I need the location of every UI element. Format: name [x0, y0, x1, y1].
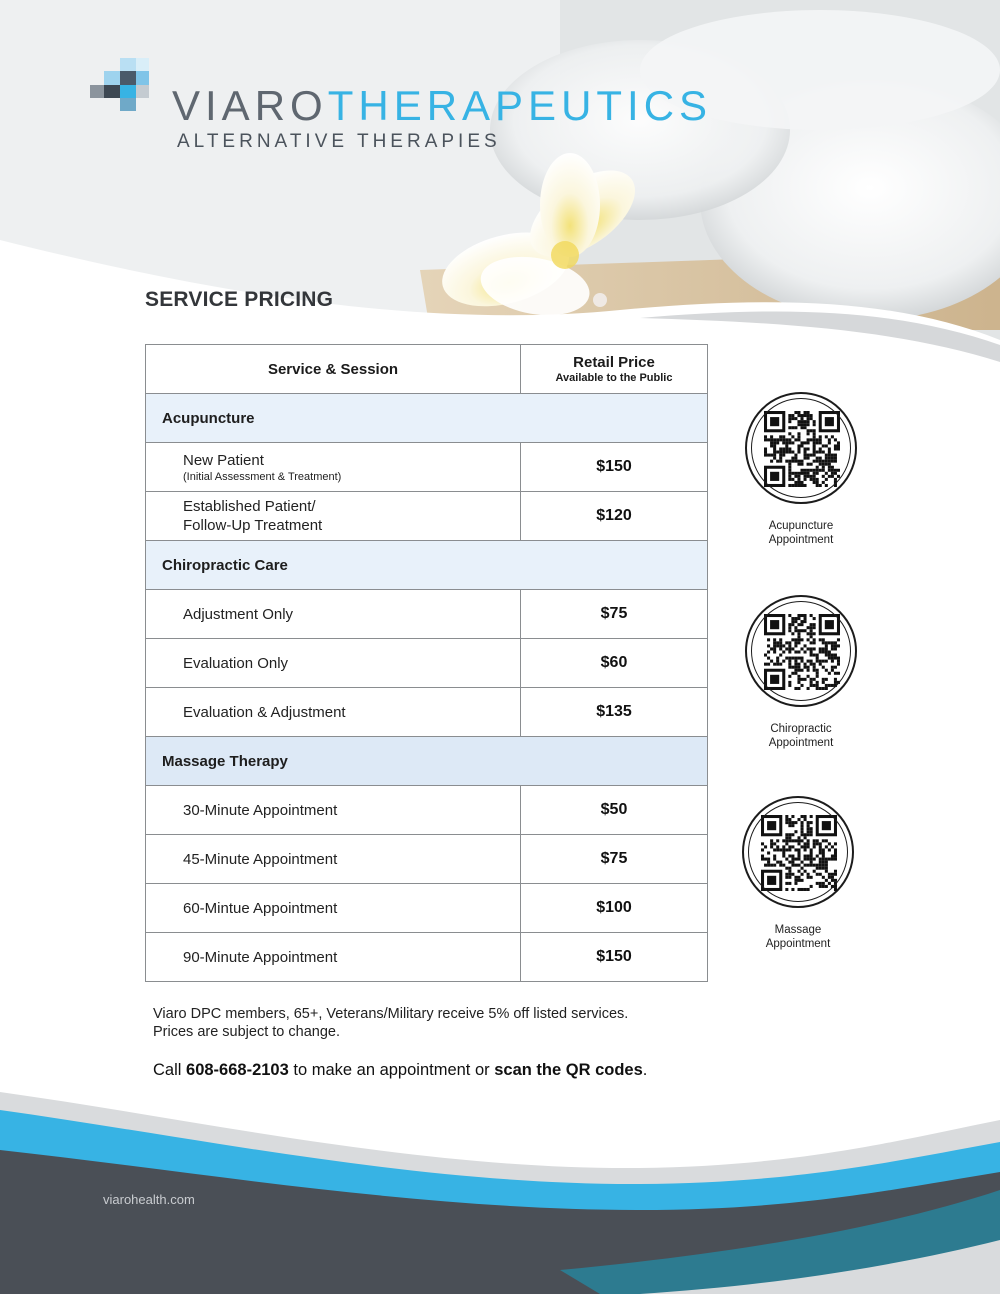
service-name: 90-Minute Appointment: [146, 933, 521, 982]
section-row-massage: [146, 737, 708, 786]
footer-wave: [0, 1080, 1000, 1294]
service-name: Evaluation Only: [146, 639, 521, 688]
qr-caption-line1: Chiropractic: [770, 723, 832, 735]
section-label: Acupuncture: [146, 394, 708, 443]
call-to-action: [153, 1061, 647, 1080]
qr-caption-line2: Appointment: [768, 534, 834, 546]
discount-note: [153, 1005, 713, 1041]
section-row-acupuncture: [146, 394, 708, 443]
service-name-line2: Follow-Up Treatment: [183, 517, 323, 534]
table-row: [146, 835, 708, 884]
service-name: Evaluation & Adjustment: [146, 688, 521, 737]
qr-acupuncture[interactable]: [743, 392, 859, 547]
header-price-subtitle: Available to the Public: [555, 372, 673, 384]
section-row-chiropractic: [146, 541, 708, 590]
qr-caption: [740, 923, 856, 951]
section-label: Massage Therapy: [146, 737, 708, 786]
qr-caption-line2: Appointment: [765, 938, 831, 950]
table-row: [146, 443, 708, 492]
brand-name-part2: THERAPEUTICS: [327, 82, 713, 129]
spa-photo: [0, 0, 1000, 380]
pricing-table: [145, 344, 708, 982]
price-cell: $75: [521, 835, 708, 884]
cta-suffix: .: [642, 1061, 648, 1079]
price-cell: $60: [521, 639, 708, 688]
qr-caption-line2: Appointment: [768, 737, 834, 749]
qr-massage[interactable]: [740, 796, 856, 951]
qr-code-icon[interactable]: [761, 815, 837, 891]
price-cell: $100: [521, 884, 708, 933]
page-title: SERVICE PRICING: [145, 288, 334, 311]
service-name: Adjustment Only: [146, 590, 521, 639]
service-note: (Initial Assessment & Treatment): [183, 470, 342, 483]
table-row: [146, 492, 708, 541]
table-row: [146, 786, 708, 835]
discount-line2: Prices are subject to change.: [153, 1024, 340, 1040]
header-service: Service & Session: [146, 345, 521, 394]
qr-badge[interactable]: [745, 595, 857, 707]
qr-code-icon[interactable]: [764, 614, 840, 690]
service-name: 45-Minute Appointment: [146, 835, 521, 884]
qr-code-icon[interactable]: [764, 411, 840, 487]
brand-wordmark: [172, 82, 712, 130]
service-name: Established Patient/: [183, 498, 316, 515]
cta-middle: to make an appointment or: [288, 1061, 495, 1079]
service-name: 30-Minute Appointment: [146, 786, 521, 835]
qr-caption-line1: Massage: [774, 924, 822, 936]
qr-chiropractic[interactable]: [743, 595, 859, 750]
logo-pixel-mark-icon: [90, 58, 160, 118]
table-row: [146, 884, 708, 933]
header-price-title: Retail Price: [573, 354, 655, 371]
qr-caption: [743, 519, 859, 547]
service-cell: [146, 492, 521, 541]
service-name: 60-Mintue Appointment: [146, 884, 521, 933]
hero-image: [0, 0, 1000, 380]
brand-subtitle: ALTERNATIVE THERAPIES: [177, 131, 501, 152]
price-cell: $135: [521, 688, 708, 737]
qr-badge[interactable]: [742, 796, 854, 908]
phone-link[interactable]: 608-668-2103: [186, 1061, 289, 1079]
service-name: New Patient: [183, 451, 264, 469]
price-cell: $75: [521, 590, 708, 639]
header-price: [521, 345, 708, 394]
price-cell: $150: [521, 443, 708, 492]
table-row: [146, 639, 708, 688]
qr-badge[interactable]: [745, 392, 857, 504]
table-row: [146, 590, 708, 639]
qr-caption-line1: Acupuncture: [768, 520, 834, 532]
price-cell: $150: [521, 933, 708, 982]
table-row: [146, 933, 708, 982]
price-cell: $120: [521, 492, 708, 541]
website-link[interactable]: viarohealth.com: [103, 1192, 195, 1207]
cta-qr-text: scan the QR codes: [494, 1061, 643, 1079]
table-header-row: [146, 345, 708, 394]
service-cell: [146, 443, 521, 492]
qr-caption: [743, 722, 859, 750]
section-label: Chiropractic Care: [146, 541, 708, 590]
table-row: [146, 688, 708, 737]
brand-logo: [90, 58, 713, 158]
discount-line1: Viaro DPC members, 65+, Veterans/Military receive 5% off listed services.: [153, 1006, 629, 1022]
cta-prefix: Call: [153, 1061, 187, 1079]
price-cell: $50: [521, 786, 708, 835]
brand-name-part1: VIARO: [172, 82, 328, 129]
